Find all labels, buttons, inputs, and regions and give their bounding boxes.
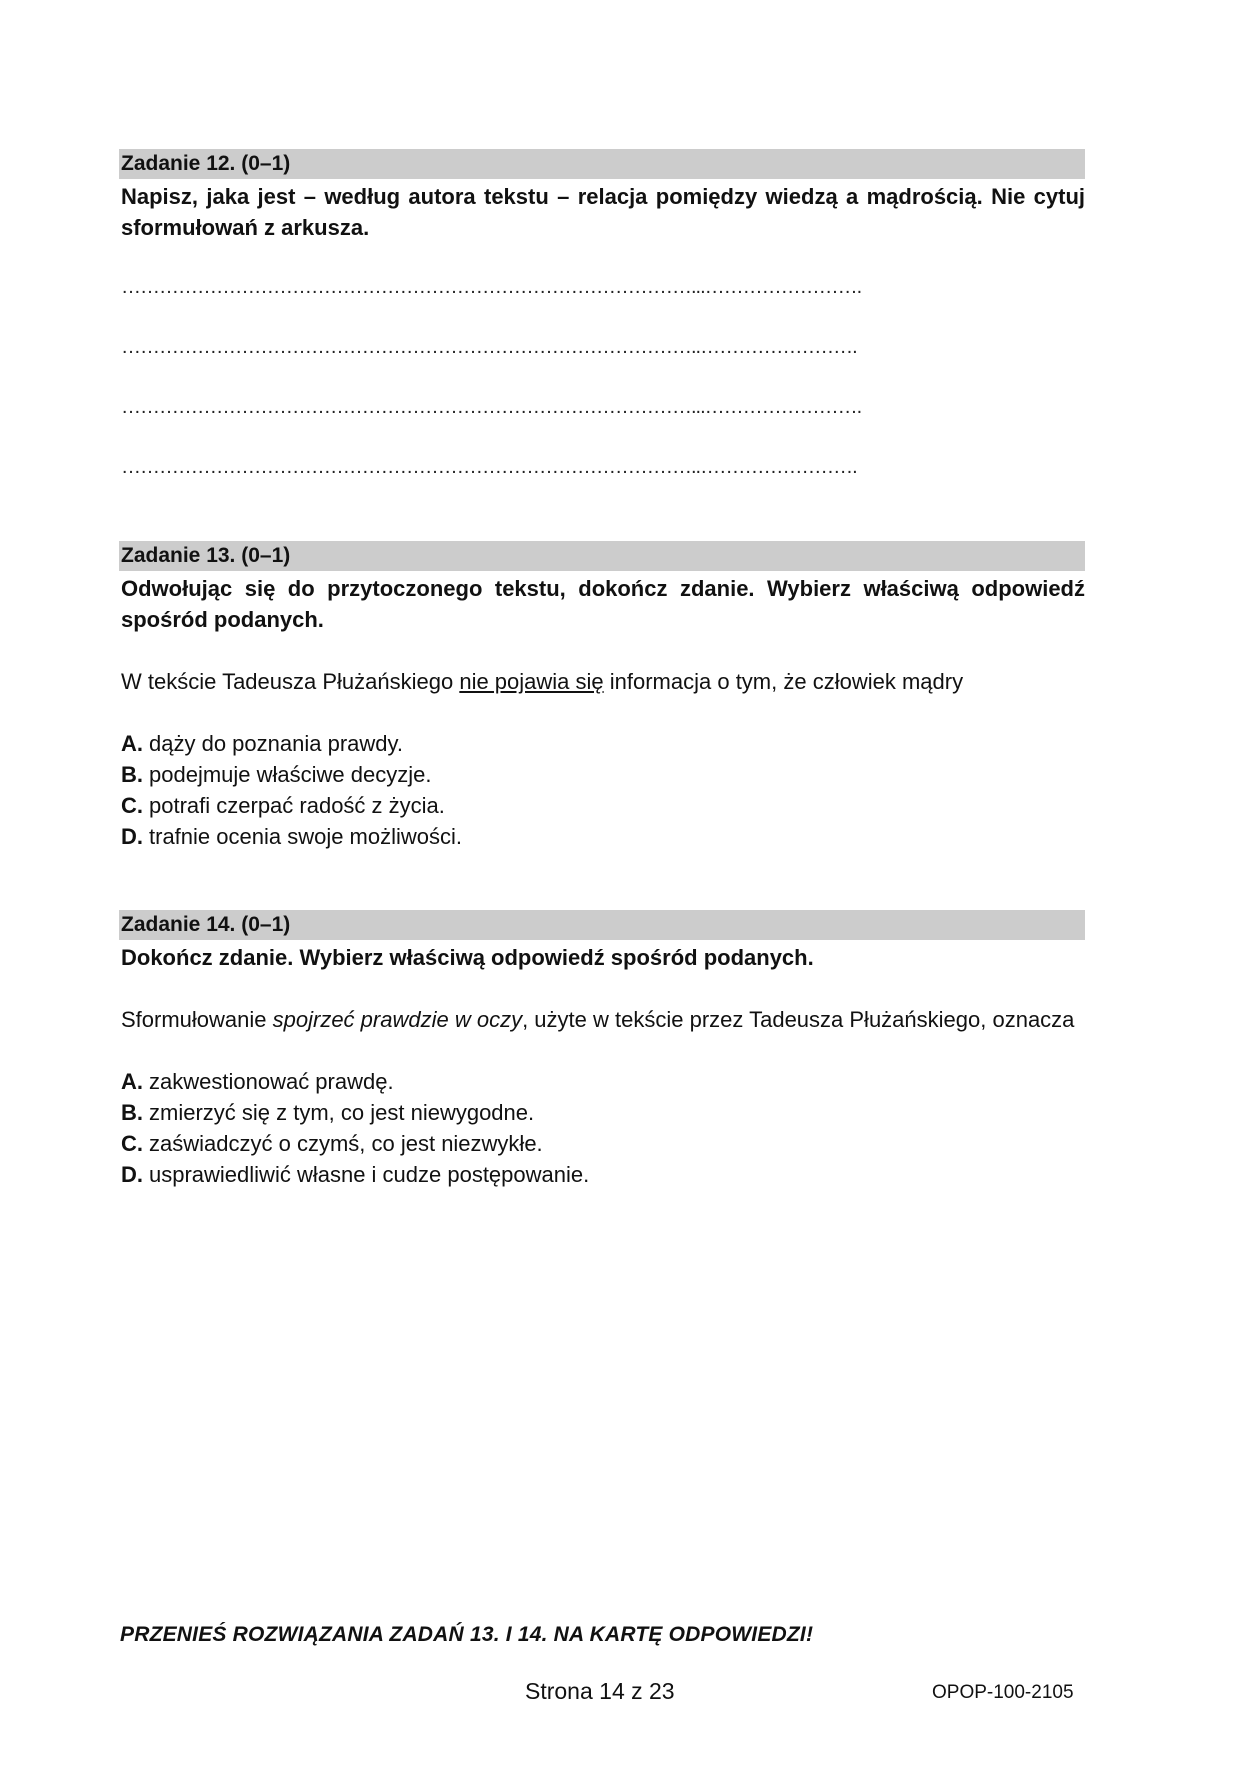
answer-line-3[interactable]: ………………………………………………………………………………...……………………. xyxy=(121,396,862,418)
task-13 xyxy=(119,541,1085,852)
option-a[interactable] xyxy=(121,728,1085,759)
option-letter: A. xyxy=(121,1069,143,1094)
option-letter: A. xyxy=(121,731,143,756)
option-letter: D. xyxy=(121,1162,143,1187)
task-14-instruction: Dokończ zdanie. Wybierz właściwą odpowiedź spośród podanych. xyxy=(121,945,814,970)
task-13-instruction: Odwołując się do przytoczonego tekstu, dokończ zdanie. Wybierz właściwą odpowiedź spośród podanych. xyxy=(121,576,1085,632)
option-letter: C. xyxy=(121,793,143,818)
task-14 xyxy=(119,910,1085,1190)
answer-line-2[interactable]: ………………………………………………………………………………..……………………. xyxy=(121,336,857,358)
task-14-header: Zadanie 14. (0–1) xyxy=(119,910,1085,940)
option-letter: D. xyxy=(121,824,143,849)
option-b[interactable] xyxy=(121,759,1085,790)
answer-line-1[interactable]: ………………………………………………………………………………...……………………. xyxy=(121,276,862,298)
option-text: dąży do poznania prawdy. xyxy=(149,731,403,756)
exam-code: OPOP-100-2105 xyxy=(932,1682,1074,1703)
option-d[interactable] xyxy=(121,1159,1085,1190)
page-number: Strona 14 z 23 xyxy=(525,1678,675,1704)
option-text: trafnie ocenia swoje możliwości. xyxy=(149,824,463,849)
task-13-stem xyxy=(121,666,1085,697)
option-a[interactable] xyxy=(121,1066,1085,1097)
option-d[interactable] xyxy=(121,821,1085,852)
stem-text: Sformułowanie xyxy=(121,1007,273,1032)
task-13-options xyxy=(121,728,1085,852)
option-letter: B. xyxy=(121,762,143,787)
option-c[interactable] xyxy=(121,790,1085,821)
option-text: zakwestionować prawdę. xyxy=(149,1069,394,1094)
answer-line-4[interactable]: ………………………………………………………………………………..……………………. xyxy=(121,456,857,478)
option-b[interactable] xyxy=(121,1097,1085,1128)
option-text: zaświadczyć o czymś, co jest niezwykłe. xyxy=(149,1131,543,1156)
task-14-options xyxy=(121,1066,1085,1190)
task-14-stem xyxy=(121,1004,1085,1035)
task-12-instruction: Napisz, jaka jest – według autora tekstu – relacja pomiędzy wiedzą a mądrością. Nie cytuj sformułowań z arkusza. xyxy=(121,184,1085,240)
option-letter: C. xyxy=(121,1131,143,1156)
stem-text: , użyte w tekście przez Tadeusza Płużańskiego, oznacza xyxy=(522,1007,1075,1032)
option-text: zmierzyć się z tym, co jest niewygodne. xyxy=(149,1100,535,1125)
exam-page xyxy=(119,149,1085,1190)
option-text: potrafi czerpać radość z życia. xyxy=(149,793,445,818)
option-text: podejmuje właściwe decyzje. xyxy=(149,762,432,787)
task-13-header: Zadanie 13. (0–1) xyxy=(119,541,1085,571)
option-text: usprawiedliwić własne i cudze postępowanie. xyxy=(149,1162,590,1187)
option-letter: B. xyxy=(121,1100,143,1125)
task-12-header: Zadanie 12. (0–1) xyxy=(119,149,1085,179)
stem-text: W tekście Tadeusza Płużańskiego xyxy=(121,669,460,694)
stem-text: informacja o tym, że człowiek mądry xyxy=(603,669,964,694)
task-12 xyxy=(119,149,1085,482)
transfer-answers-note: PRZENIEŚ ROZWIĄZANIA ZADAŃ 13. I 14. NA KARTĘ ODPOWIEDZI! xyxy=(120,1623,814,1646)
stem-underlined: nie pojawia się xyxy=(459,669,604,694)
stem-italic: spojrzeć prawdzie w oczy xyxy=(272,1007,523,1032)
option-c[interactable] xyxy=(121,1128,1085,1159)
